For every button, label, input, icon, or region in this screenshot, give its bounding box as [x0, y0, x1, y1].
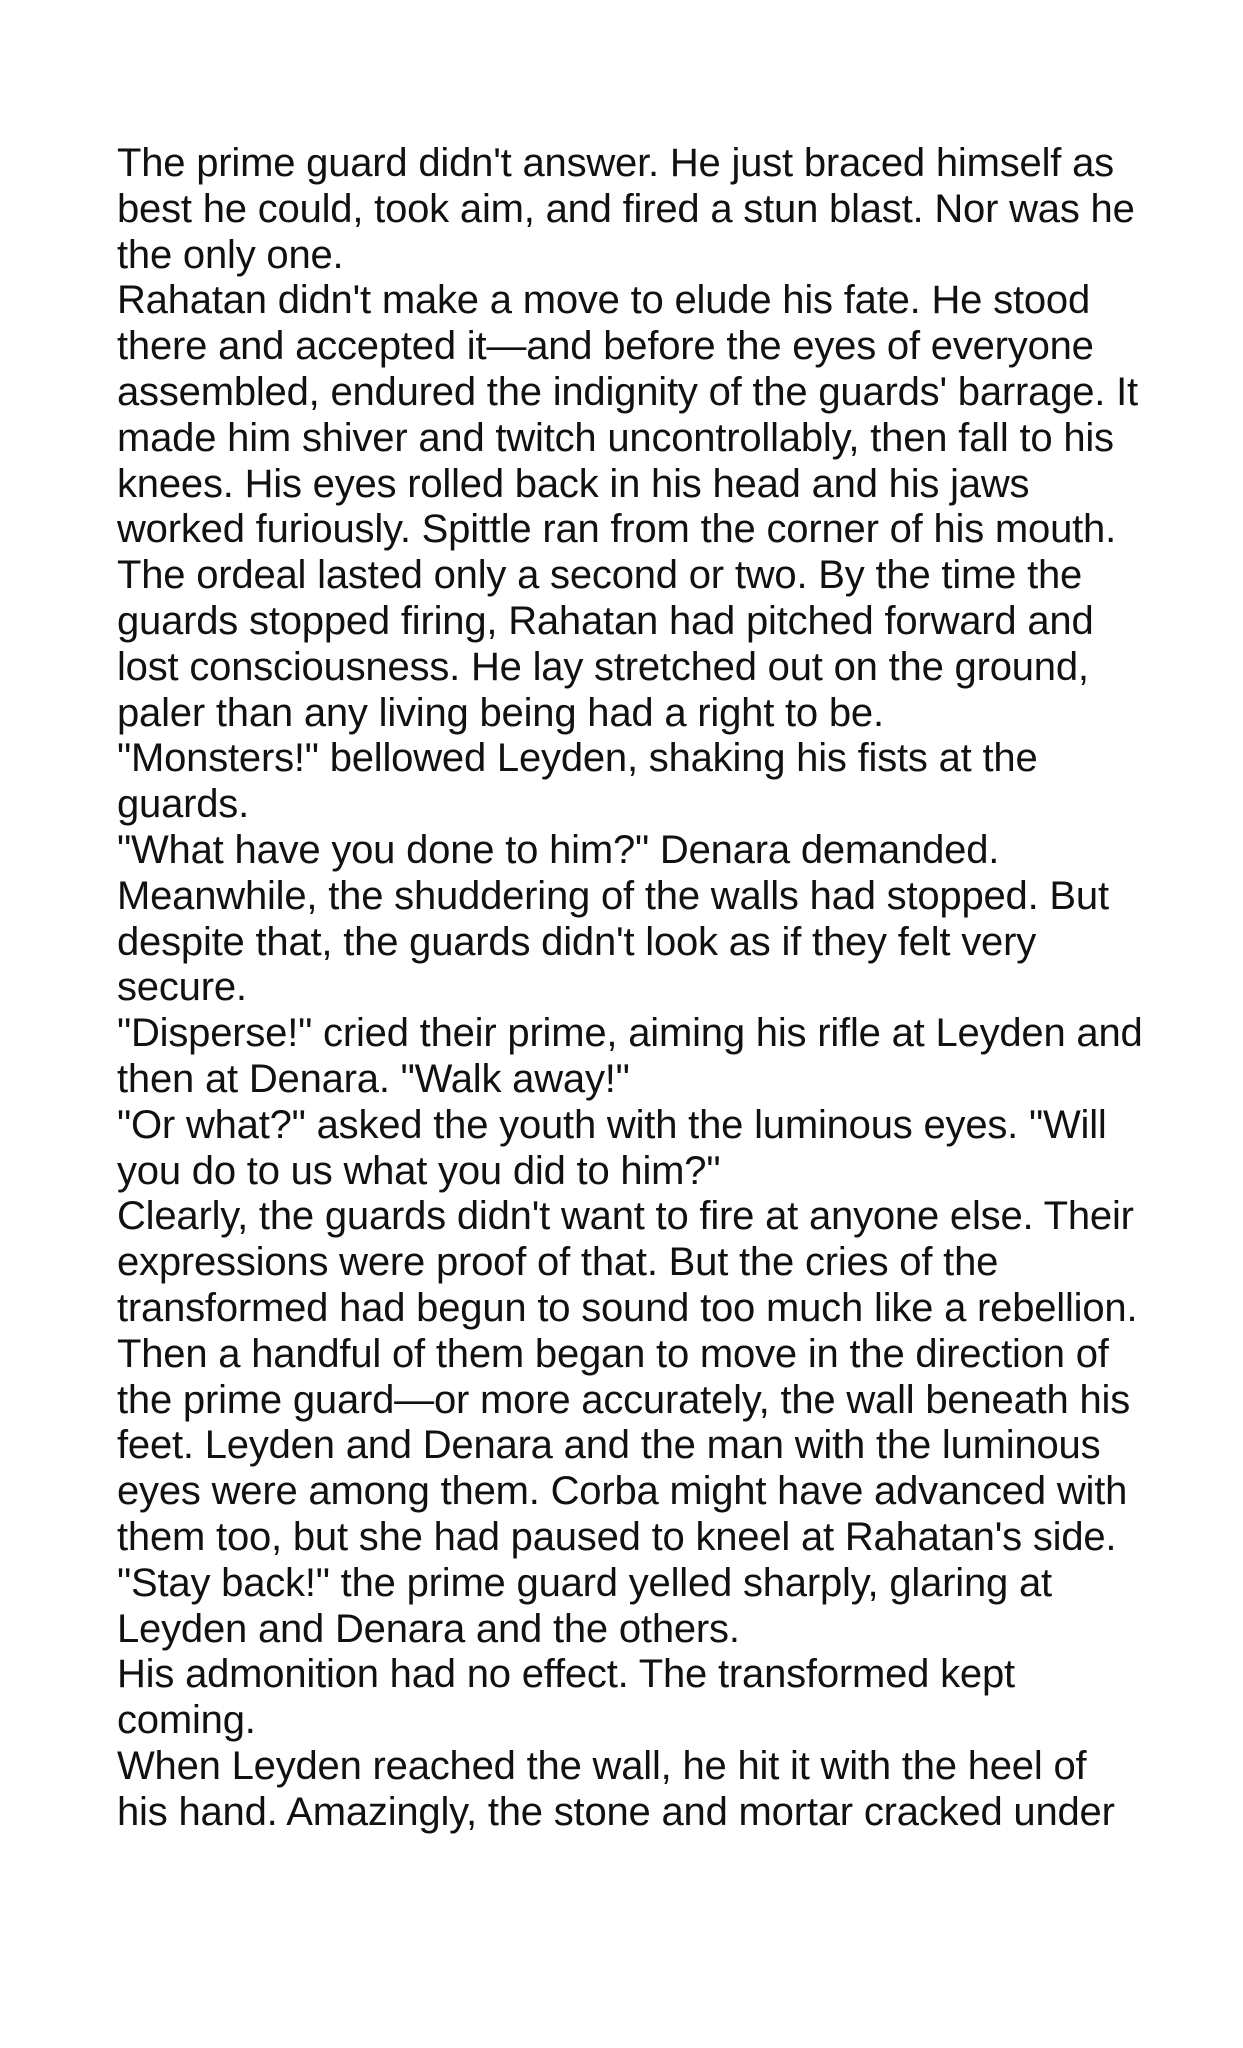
paragraph-4: "Monsters!" bellowed Leyden, shaking his fists at the guards. [117, 736, 1038, 827]
paragraph-13: When Leyden reached the wall, he hit it with the heel of his hand. Amazingly, the stone and mortar cracked under [117, 1743, 1115, 1834]
paragraph-11: "Stay back!" the prime guard yelled sharply, glaring at Leyden and Denara and the others. [117, 1560, 1052, 1651]
paragraph-6: Meanwhile, the shuddering of the walls had stopped. But despite that, the guards didn't look as if they felt very secure. [117, 873, 1109, 1010]
paragraph-8: "Or what?" asked the youth with the luminous eyes. "Will you do to us what you did to him?" [117, 1102, 1107, 1193]
page-text [117, 141, 1147, 1835]
paragraph-2: Rahatan didn't make a move to elude his fate. He stood there and accepted it—and before the eyes of everyone assembled, endured the indignity of the guards' barrage. It made him shiver and twitch uncontrollably, then fall to his knees. His eyes rolled back in his head and his jaws worked furiously. Spittle ran from the corner of his mouth. [117, 278, 1138, 552]
paragraph-10: Then a handful of them began to move in the direction of the prime guard—or more accurately, the wall beneath his feet. Leyden and Denara and the man with the luminous eyes were among them. Corba might have advanced with them too, but she had paused to kneel at Rahatan's side. [117, 1331, 1131, 1559]
paragraph-9: Clearly, the guards didn't want to fire at anyone else. Their expressions were proof of that. But the cries of the transformed had begun to sound too much like a rebellion. [117, 1194, 1138, 1330]
paragraph-5: "What have you done to him?" Denara demanded. [117, 827, 1000, 872]
paragraph-3: The ordeal lasted only a second or two. By the time the guards stopped firing, Rahatan had pitched forward and lost consciousness. He lay stretched out on the ground, paler than any living being had a right to be. [117, 553, 1094, 735]
paragraph-12: His admonition had no effect. The transformed kept coming. [117, 1652, 1015, 1743]
paragraph-7: "Disperse!" cried their prime, aiming his rifle at Leyden and then at Denara. "Walk away!" [117, 1011, 1143, 1101]
paragraph-1: The prime guard didn't answer. He just braced himself as best he could, took aim, and fired a stun blast. Nor was he the only one. [117, 141, 1135, 277]
